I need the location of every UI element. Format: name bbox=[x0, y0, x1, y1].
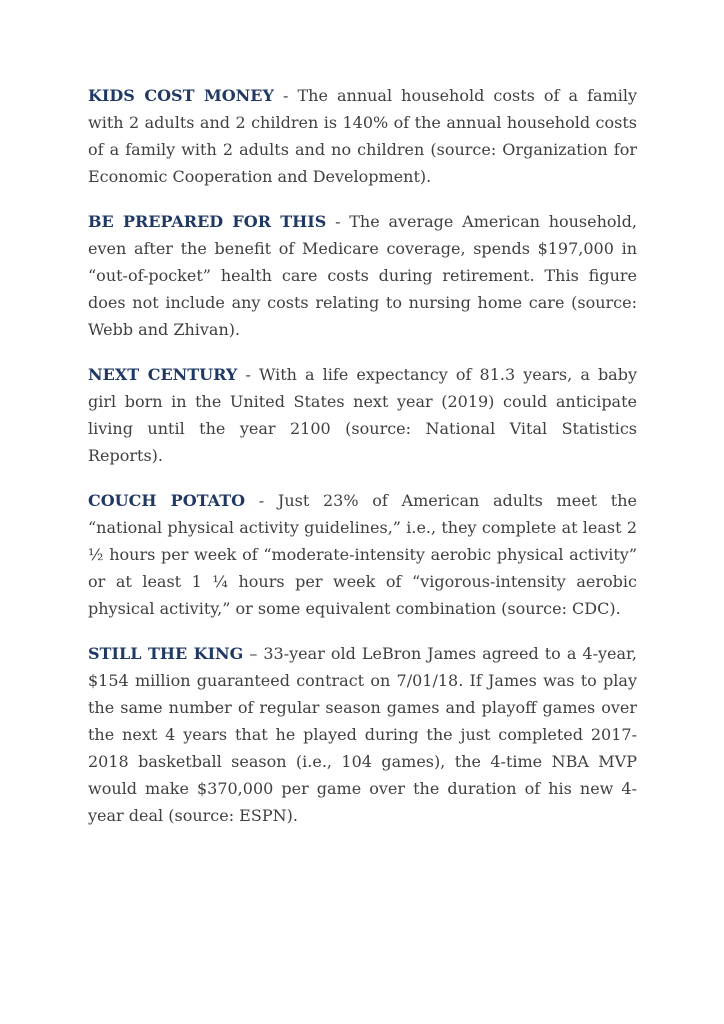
news-item-body: With a life expectancy of 81.3 years, a baby girl born in the United States next year (2019) could anticipate living until the year 2100 (source: National Vital Statistics Reports). bbox=[88, 365, 638, 465]
news-item-heading: STILL THE KING bbox=[88, 644, 244, 663]
heading-body-separator: - bbox=[326, 212, 350, 231]
news-item-heading: NEXT CENTURY bbox=[88, 365, 238, 384]
heading-body-separator: - bbox=[273, 86, 298, 105]
news-item-be-prepared-for-this bbox=[88, 208, 637, 343]
news-item-next-century bbox=[88, 361, 637, 469]
news-item-body: 33-year old LeBron James agreed to a 4-year, $154 million guaranteed contract on 7/01/18. If James was to play the same number of regular season games and playoff games over the next 4 years that he played during the just completed 2017-2018 basketball season (i.e., 104 games), the 4-time NBA MVP would make $370,000 per game over the duration of his new 4-year deal (source: ESPN). bbox=[88, 644, 637, 825]
news-item-couch-potato bbox=[88, 487, 637, 622]
news-item-kids-cost-money bbox=[88, 82, 637, 190]
heading-body-separator: – bbox=[243, 644, 264, 663]
news-item-heading: KIDS COST MONEY bbox=[88, 86, 274, 105]
heading-body-separator: - bbox=[237, 365, 259, 384]
news-item-heading: BE PREPARED FOR THIS bbox=[88, 212, 327, 231]
heading-body-separator: - bbox=[245, 491, 278, 510]
news-item-heading: COUCH POTATO bbox=[88, 491, 246, 510]
news-item-body: The annual household costs of a family with 2 adults and 2 children is 140% of the annual household costs of a family with 2 adults and no children (source: Organization for Economic Cooperation and Development). bbox=[88, 86, 638, 186]
news-item-body: Just 23% of American adults meet the “national physical activity guidelines,” i.e., they complete at least 2 ½ hours per week of “moderate-intensity aerobic physical activity” or at least 1 ¼ hours per week of “vigorous-intensity aerobic physical activity,” or some equivalent combination (source: CDC). bbox=[88, 491, 638, 618]
news-item-still-the-king bbox=[88, 640, 637, 829]
news-item-body: The average American household, even after the benefit of Medicare coverage, spends $197,000 in “out-of-pocket” health care costs during retirement. This figure does not include any costs relating to nursing home care (source: Webb and Zhivan). bbox=[88, 212, 637, 339]
